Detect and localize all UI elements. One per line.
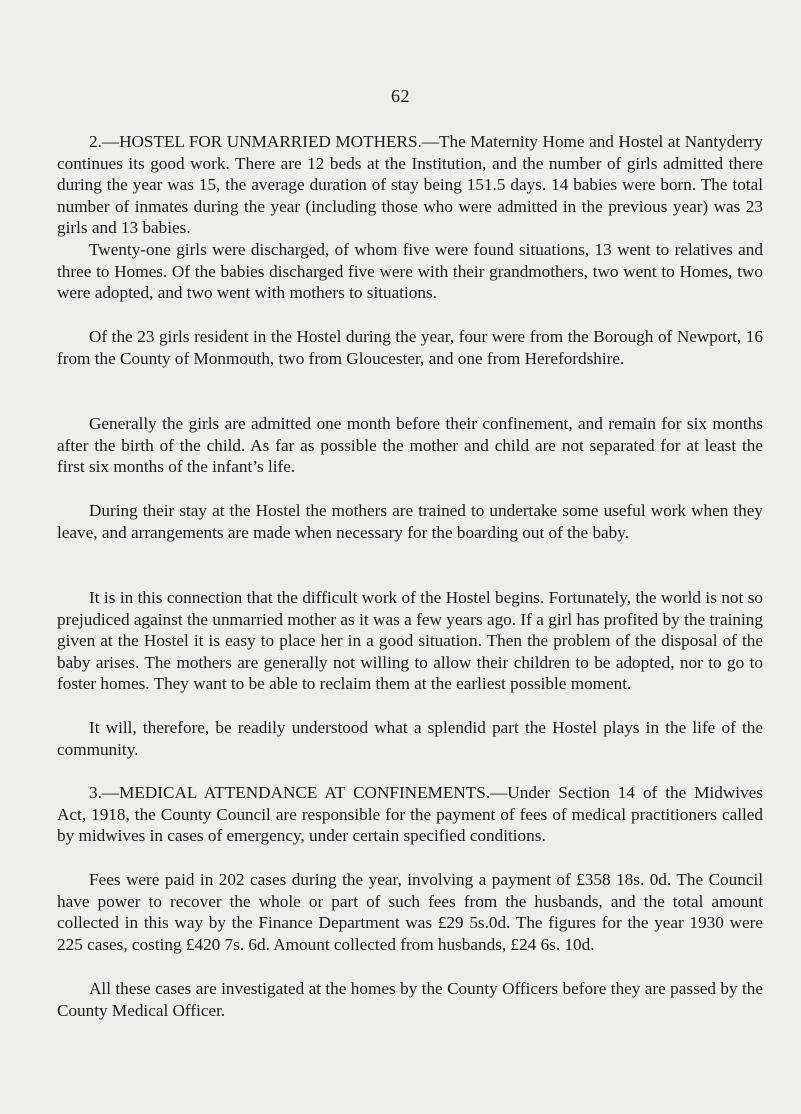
paragraph-discharges: Twenty-one girls were discharged, of whom five were found situations, 13 went to relatives and three to Homes. Of the babies discharged five were with their grandmothers, two went to Homes, two were adopted, and two went with mothers to situations. xyxy=(57,240,763,303)
paragraph-hostel-intro: 2.—HOSTEL FOR UNMARRIED MOTHERS.—The Maternity Home and Hostel at Nantyderry continues its good work. There are 12 beds at the Institution, and the number of girls admitted there during the year was 15, the average duration of stay being 151.5 days. 14 babies were born. The total number of inmates during the year (including those who were admitted in the previous year) was 23 girls and 13 babies. xyxy=(57,132,763,238)
paragraph-training: During their stay at the Hostel the mothers are trained to undertake some useful work when they leave, and arrangements are made when necessary for the boarding out of the baby. xyxy=(57,501,763,542)
paragraph-admission-period: Generally the girls are admitted one month before their confinement, and remain for six months after the birth of the child. As far as possible the mother and child are not separated for at least the first six months of the infant’s life. xyxy=(57,414,763,477)
paragraph-residents-origin: Of the 23 girls resident in the Hostel during the year, four were from the Borough of Newport, 16 from the County of Monmouth, two from Gloucester, and one from Herefordshire. xyxy=(57,327,763,368)
paragraph-medical-attendance: 3.—MEDICAL ATTENDANCE AT CONFINEMENTS.—Under Section 14 of the Midwives Act, 1918, the County Council are responsible for the payment of fees of medical practitioners called by midwives in cases of emergency, under certain specified conditions. xyxy=(57,783,763,846)
paragraph-fees: Fees were paid in 202 cases during the year, involving a payment of £358 18s. 0d. The Council have power to recover the whole or part of such fees from the husbands, and the total amount collected in this way by the Finance Department was £29 5s.0d. The figures for the year 1930 were 225 cases, costing £420 7s. 6d. Amount collected from husbands, £24 6s. 10d. xyxy=(57,870,763,954)
paragraph-investigation: All these cases are investigated at the homes by the County Officers before they are passed by the County Medical Officer. xyxy=(57,979,763,1020)
paragraph-difficult-work: It is in this connection that the difficult work of the Hostel begins. Fortunately, the world is not so prejudiced against the unmarried mother as it was a few years ago. If a girl has profited by the training given at the Hostel it is easy to place her in a good situation. Then the problem of the disposal of the baby arises. The mothers are generally not willing to allow their children to be adopted, nor to go to foster homes. They want to be able to reclaim them at the earliest possible moment. xyxy=(57,588,763,694)
page-number: 62 xyxy=(391,86,410,106)
paragraph-community-role: It will, therefore, be readily understood what a splendid part the Hostel plays in the life of the community. xyxy=(57,718,763,759)
